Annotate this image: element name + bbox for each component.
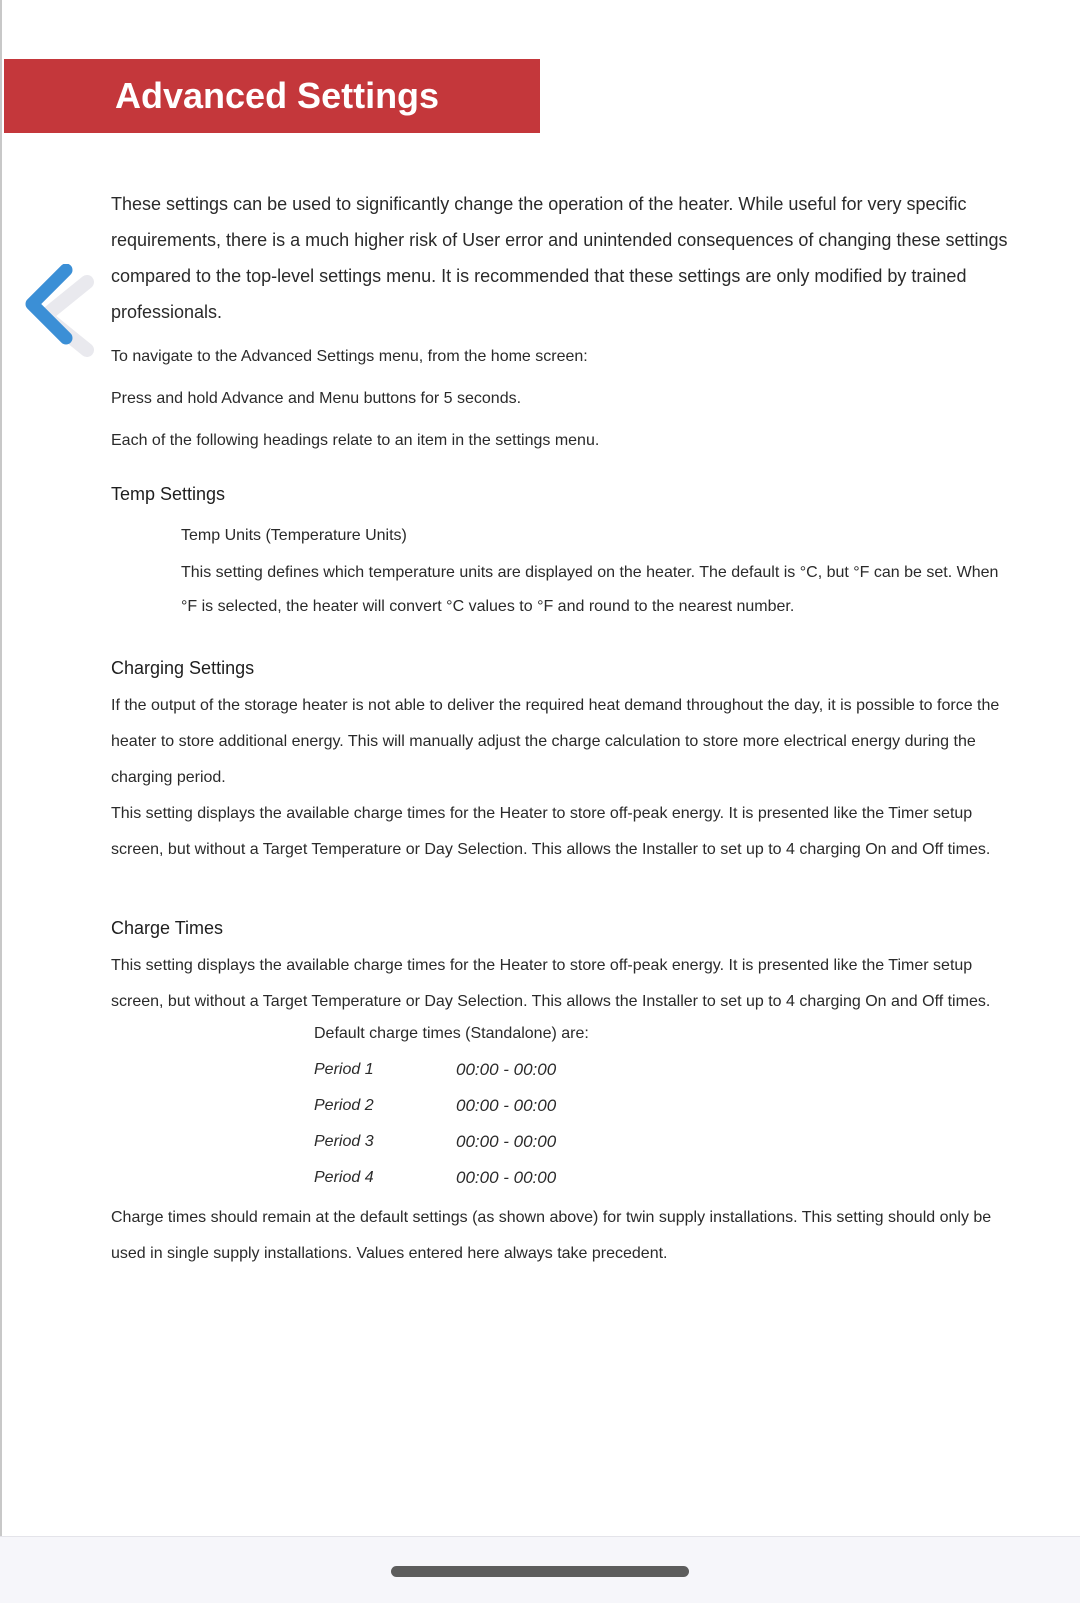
title-banner: [4, 59, 540, 133]
back-button[interactable]: [22, 264, 94, 360]
navigation-line-2: Press and hold Advance and Menu buttons for 5 seconds.: [111, 390, 522, 407]
temp-settings-heading: Temp Settings: [111, 484, 226, 504]
charge-times-heading: Charge Times: [111, 918, 224, 938]
period-time: 00:00 - 00:00: [456, 1060, 557, 1079]
navigation-line-3: Each of the following headings relate to an item in the settings menu.: [111, 432, 600, 449]
period-label: Period 4: [314, 1169, 374, 1186]
page-title: Advanced Settings: [115, 75, 440, 116]
period-time: 00:00 - 00:00: [456, 1132, 557, 1151]
intro-paragraph: These settings can be used to significantly change the operation of the heater. While useful for very specific requirements, there is a much higher risk of User error and unintended consequences of changing these settings compared to the top-level settings menu. It is recommended that these settings are only modified by trained professionals.: [111, 194, 1008, 322]
charging-settings-section: [111, 688, 1011, 868]
period-label: Period 2: [314, 1097, 374, 1114]
navigation-instructions: [111, 346, 1011, 452]
charge-times-section: [111, 948, 1011, 1272]
charging-settings-paragraph-2: This setting displays the available charge times for the Heater to store off-peak energy. It is presented like the Timer setup screen, but without a Target Temperature or Day Selection. This allows the Installer to set up to 4 charging On and Off times.: [111, 805, 991, 858]
period-time: 00:00 - 00:00: [456, 1168, 557, 1187]
charge-times-paragraph: This setting displays the available charge times for the Heater to store off-peak energy. It is presented like the Timer setup screen, but without a Target Temperature or Day Selection. This allows the Installer to set up to 4 charging On and Off times.: [111, 957, 991, 1010]
period-row: [314, 1088, 1011, 1124]
period-time: 00:00 - 00:00: [456, 1096, 557, 1115]
temp-units-title: Temp Units (Temperature Units): [181, 527, 407, 544]
charging-settings-paragraph-1: If the output of the storage heater is not able to deliver the required heat demand throughout the day, it is possible to force the heater to store additional energy. This will manually adjust the charge calculation to store more electrical energy during the charging period.: [111, 697, 1000, 786]
navigation-line-1: To navigate to the Advanced Settings menu, from the home screen:: [111, 348, 588, 365]
period-row: [314, 1160, 1011, 1196]
period-row: [314, 1124, 1011, 1160]
system-navigation-bar: [0, 1536, 1080, 1603]
period-label: Period 3: [314, 1133, 374, 1150]
charging-settings-heading: Charging Settings: [111, 658, 255, 678]
temp-units-text: This setting defines which temperature units are displayed on the heater. The default is °C, but °F can be set. When °F is selected, the heater will convert °C values to °F and round to the nearest number.: [181, 564, 999, 615]
default-charge-times-title: Default charge times (Standalone) are:: [314, 1025, 589, 1042]
default-charge-times: [314, 1020, 1011, 1196]
charge-times-closing-paragraph: Charge times should remain at the default settings (as shown above) for twin supply installations. This setting should only be used in single supply installations. Values entered here always take precedent.: [111, 1209, 992, 1262]
period-label: Period 1: [314, 1061, 374, 1078]
temp-units-section: [181, 524, 1011, 624]
chevron-left-icon: [22, 264, 94, 360]
period-row: [314, 1052, 1011, 1088]
home-indicator[interactable]: [391, 1566, 689, 1577]
document-content: [111, 186, 1011, 1272]
